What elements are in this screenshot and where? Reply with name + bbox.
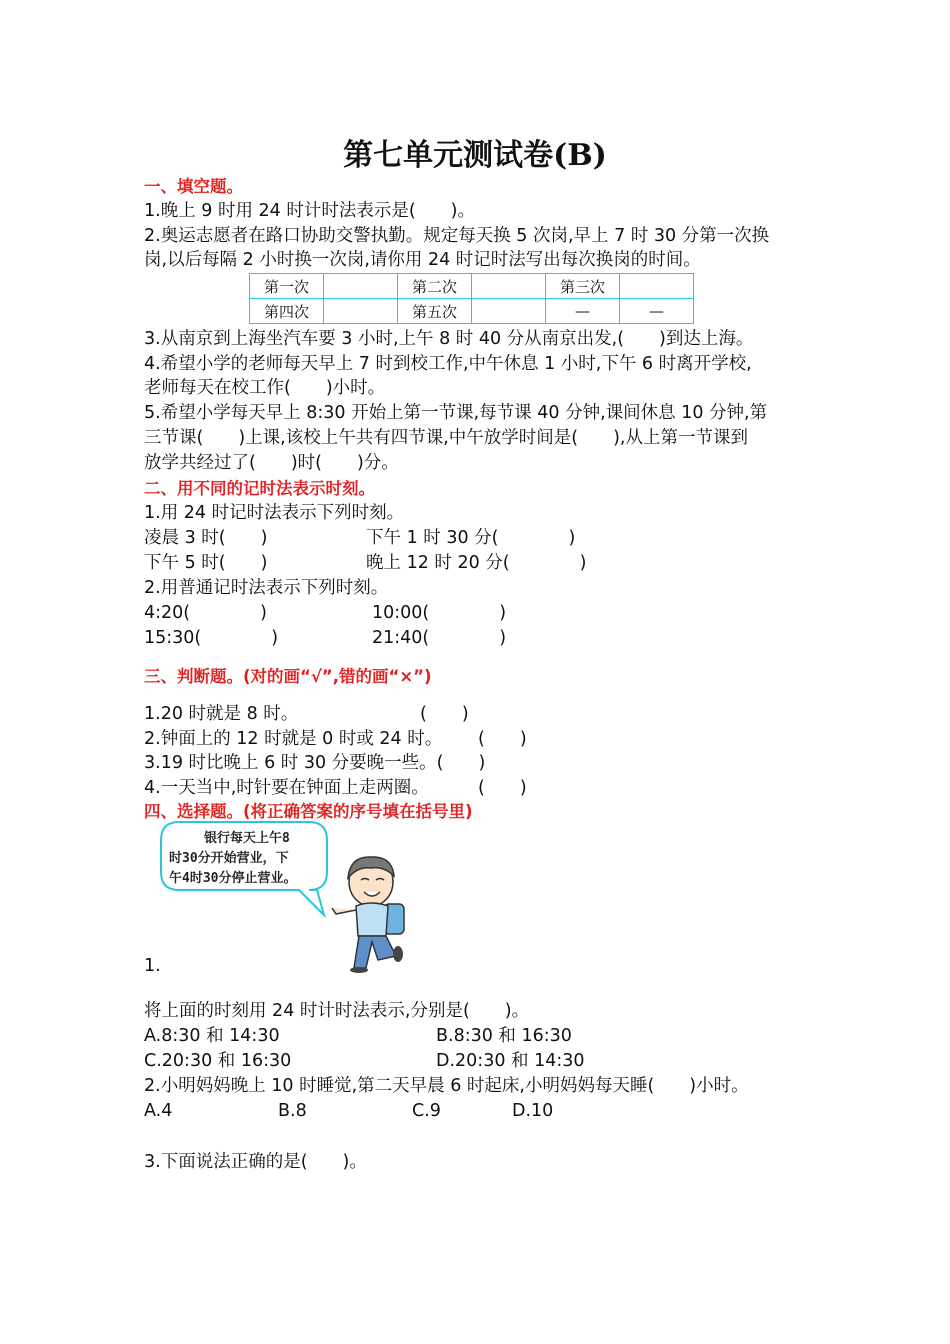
answer-item: 21:40( ) — [372, 628, 507, 648]
option-a: A.8:30 和 14:30 — [144, 1026, 280, 1046]
answer-item: 晚上 12 时 20 分( ) — [366, 553, 587, 573]
answer-item: 15:30( ) — [144, 628, 279, 648]
judge-paren: ( ) — [478, 778, 527, 798]
question-text: 岗,以后每隔 2 小时换一次岗,请你用 24 时记时法写出每次换岗的时间。 — [144, 250, 701, 270]
judge-item: 4.一天当中,时针要在钟面上走两圈。 — [144, 778, 429, 798]
option-a: A.4 — [144, 1101, 173, 1121]
answer-item: 10:00( ) — [372, 603, 507, 623]
option-d: D.20:30 和 14:30 — [436, 1051, 585, 1071]
option-c: C.9 — [412, 1101, 441, 1121]
table-cell-answer — [472, 299, 546, 324]
table-cell-label: 第五次 — [398, 299, 472, 324]
question-text: 2.小明妈妈晚上 10 时睡觉,第二天早晨 6 时起床,小明妈妈每天睡( )小时。 — [144, 1076, 749, 1096]
table-cell-label: 第一次 — [250, 274, 324, 299]
option-b: B.8 — [278, 1101, 307, 1121]
option-d: D.10 — [512, 1101, 554, 1121]
judge-item: 2.钟面上的 12 时就是 0 时或 24 时。 — [144, 729, 443, 749]
table-cell-label: 第三次 — [546, 274, 620, 299]
answer-item: 下午 5 时( ) — [144, 553, 268, 573]
table-cell-label: 第二次 — [398, 274, 472, 299]
answer-item: 凌晨 3 时( ) — [144, 528, 268, 548]
section-heading-fill: 一、填空题。 — [144, 177, 243, 196]
option-b: B.8:30 和 16:30 — [436, 1026, 572, 1046]
bubble-text: 时30分开始营业，下 — [169, 851, 289, 866]
question-text: 将上面的时刻用 24 时计时法表示,分别是( )。 — [144, 1001, 530, 1021]
table-cell-dash: — — [620, 299, 694, 324]
table-cell-answer — [472, 274, 546, 299]
section-heading-choice: 四、选择题。(将正确答案的序号填在括号里) — [144, 802, 473, 821]
answer-item: 4:20( ) — [144, 603, 267, 623]
question-text: 放学共经过了( )时( )分。 — [144, 453, 399, 473]
section-heading-time: 二、用不同的记时法表示时刻。 — [144, 479, 375, 498]
judge-paren: ( ) — [420, 704, 469, 724]
judge-item: 3.19 时比晚上 6 时 30 分要晚一些。( ) — [144, 753, 486, 773]
table-cell-dash: — — [546, 299, 620, 324]
answer-item: 下午 1 时 30 分( ) — [366, 528, 576, 548]
table-cell-label: 第四次 — [250, 299, 324, 324]
bubble-text: 午4时30分停止营业。 — [169, 871, 297, 886]
section-heading-judge: 三、判断题。(对的画“√”,错的画“×”) — [144, 667, 432, 686]
option-c: C.20:30 和 16:30 — [144, 1051, 292, 1071]
question-text: 老师每天在校工作( )小时。 — [144, 378, 386, 398]
question-text: 3.从南京到上海坐汽车要 3 小时,上午 8 时 40 分从南京出发,( )到达上海。 — [144, 329, 754, 349]
page-title: 第七单元测试卷(B) — [343, 138, 607, 173]
table-cell-answer — [620, 274, 694, 299]
question-text: 1.用 24 时记时法表示下列时刻。 — [144, 503, 405, 523]
question-text: 5.希望小学每天早上 8:30 开始上第一节课,每节课 40 分钟,课间休息 10 分钟,第 — [144, 403, 768, 423]
question-text: 4.希望小学的老师每天早上 7 时到校工作,中午休息 1 小时,下午 6 时离开学校, — [144, 354, 752, 374]
question-text: 2.用普通记时法表示下列时刻。 — [144, 578, 389, 598]
bubble-text: 银行每天上午8 — [204, 831, 290, 846]
judge-item: 1.20 时就是 8 时。 — [144, 704, 299, 724]
question-text: 1.晚上 9 时用 24 时计时法表示是( )。 — [144, 201, 476, 221]
shift-time-table — [249, 273, 694, 324]
boy-illustration — [326, 850, 416, 975]
question-number: 1. — [144, 956, 161, 976]
speech-bubble — [159, 820, 331, 918]
table-cell-answer — [324, 274, 398, 299]
table-cell-answer — [324, 299, 398, 324]
judge-paren: ( ) — [478, 729, 527, 749]
question-text: 三节课( )上课,该校上午共有四节课,中午放学时间是( ),从上第一节课到 — [144, 428, 748, 448]
question-text: 3.下面说法正确的是( )。 — [144, 1152, 367, 1172]
question-text: 2.奥运志愿者在路口协助交警执勤。规定每天换 5 次岗,早上 7 时 30 分第一次换 — [144, 226, 770, 246]
